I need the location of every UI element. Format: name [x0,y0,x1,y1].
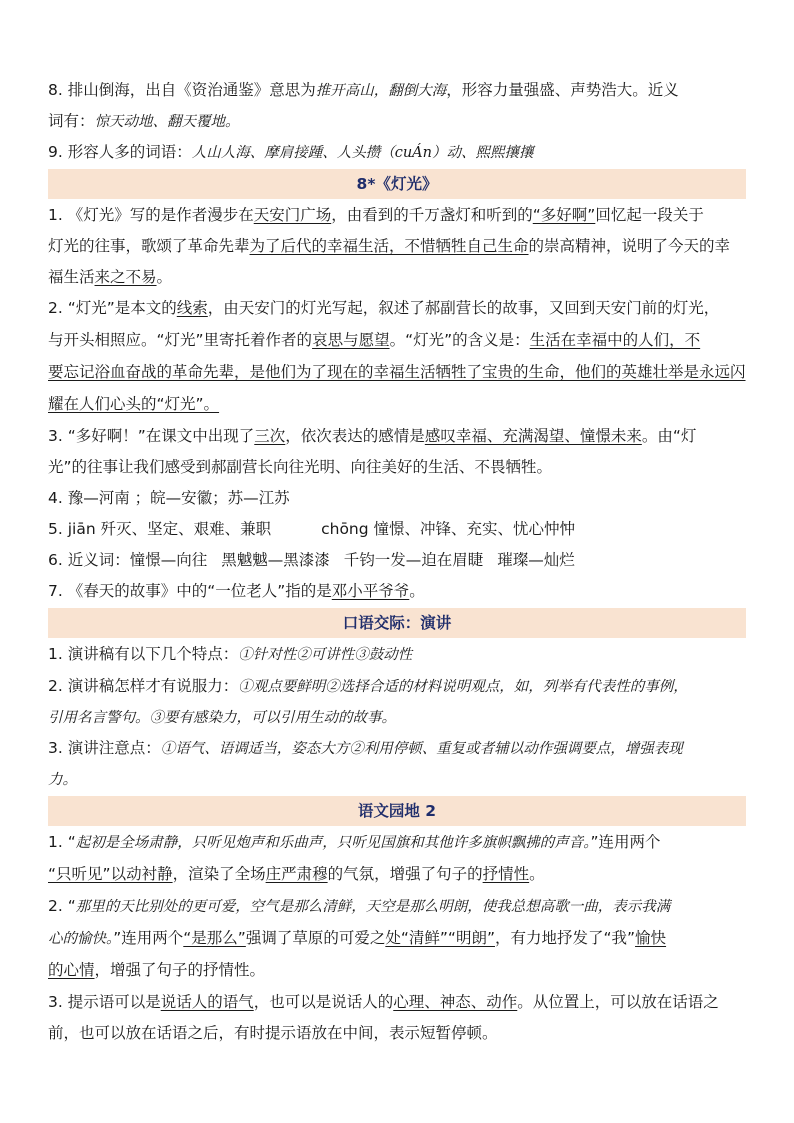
lesson8-p2-line-2 [48,329,746,351]
garden-p1-line-1 [48,831,746,854]
underlined-text: 耀在人们心头的“灯光”。 [48,395,220,413]
text: 8. 排山倒海，出自《资治通鉴》意思为 [48,81,316,99]
garden-p2-line-1 [48,895,746,918]
text: 力。 [48,772,77,788]
lesson8-p2-line-4 [48,393,746,415]
lesson8-p3-line-1 [48,425,746,447]
garden-p2-line-2 [48,927,746,950]
text: ①观点要鲜明②选择合适的材料说明观点，如，列举有代表性的事例， [238,679,688,695]
text: 引用名言警句。③要有感染力，可以引用生动的故事。 [48,710,396,726]
text: 词有： [48,112,95,130]
item-8-line-1 [48,79,746,102]
text: 5. jiān 歼灭、坚定、艰难、兼职 [48,520,272,538]
text: 推开高山，翻倒大海 [315,83,447,99]
text: 7. 《春天的故事》中的“一位老人”指的是 [48,582,332,600]
text: ①语气、语调适当，姿态大方②利用停顿、重复或者辅以动作强调要点，增强表现 [160,741,683,757]
text: ，由看到的千万盏灯和听到的 [331,206,533,224]
text: 。 [529,865,545,883]
text: 璀璨—灿烂 [497,551,575,569]
text: 惊天动地、翻天覆地。 [94,114,240,130]
text: ，有力地抒发了“我” [494,929,636,947]
text: 心的愉快。 [48,931,114,947]
text: 的气氛，增强了句子的 [327,865,483,883]
underlined-text: “只听见” [48,865,111,883]
text: 6. 近义词：憧憬—向往 [48,551,208,569]
text: 那里的天比别处的更可爱，空气是那么清鲜，天空是那么明朗，使我总想高歌一曲，表示我满 [75,899,671,915]
lesson8-p4 [48,487,746,509]
speech-p2-line-1 [48,675,746,698]
underlined-text: 邓小平爷爷 [331,582,410,600]
garden-p3-line-2 [48,1022,746,1044]
text: ，形容力量强盛、声势浩大。近义 [446,81,679,99]
text: ，渲染了全场 [172,865,266,883]
garden-p3-line-1 [48,991,746,1013]
text: 回忆起一段关于 [595,206,704,224]
garden-p2-line-3 [48,959,746,981]
underlined-text: 庄严肃穆 [265,865,328,883]
section-header-garden-2: 语文园地 2 [48,796,746,826]
text: 3. 提示语可以是 [48,993,161,1011]
underlined-text: 要忘记浴血奋战的革命先辈，是他们为了现在的幸福生活牺牲了宝贵的生命，他们的英雄壮举是永远闪 [48,363,746,381]
text: ，由天安门的灯光写起，叙述了郝副营长的故事，又回到天安门前的灯光， [207,299,720,317]
lesson8-p1-line-3 [48,266,746,288]
text: ，也可以是说话人的 [253,993,394,1011]
underlined-text: 处“清鲜”“明朗” [385,929,495,947]
garden-p1-line-2 [48,863,746,885]
lesson8-p3-line-2 [48,456,746,478]
underlined-text: 天安门广场 [253,206,332,224]
text: 人山人海、摩肩接踵、人头攒（cuÁn）动、熙熙攘攘 [191,145,534,161]
text: 。“灯光”的含义是： [389,331,530,349]
underlined-text: “多好啊” [532,206,596,224]
section-header-lesson-8: 8*《灯光》 [48,169,746,199]
underlined-text: 来之不易 [94,268,157,286]
speech-p1 [48,643,746,666]
text: 强调了草原的可爱之 [245,929,386,947]
lesson8-p2-line-3 [48,361,746,383]
text: ，依次表达的感情是 [285,427,425,445]
speech-p3-line-1 [48,737,746,760]
text: 4. 豫—河南 ；皖—安徽；苏—江苏 [48,489,290,507]
text: 的崇高精神，说明了今天的幸 [528,237,731,255]
text: 与开头相照应。“灯光”里寄托着作者的 [48,331,313,349]
text: 9. 形容人多的词语： [48,143,192,161]
text: 。 [409,582,425,600]
text: 光”的往事让我们感受到郝副营长向往光明、向往美好的生活、不畏牺牲。 [48,458,553,476]
text: 1. 演讲稿有以下几个特点： [48,645,239,663]
underlined-text: 心理、神态、动作 [393,993,518,1011]
underlined-text: “是那么” [183,929,246,947]
text: 。由“灯 [641,427,697,445]
lesson8-p1-line-2 [48,235,746,257]
lesson8-p5 [48,518,746,540]
lesson8-p7 [48,580,746,602]
underlined-text: 哀思与愿望 [312,331,390,349]
text: 前，也可以放在话语之后，有时提示语放在中间，表示短暂停顿。 [48,1024,498,1042]
text: ，增强了句子的抒情性。 [94,961,266,979]
text: ①针对性②可讲性③鼓动性 [238,647,413,663]
underlined-text: 的心情 [48,961,95,979]
text: 黑魆魆—黑漆漆 [221,551,330,569]
item-9-line [48,141,746,164]
text: ”连用两个 [113,929,184,947]
underlined-text: 生活在幸福中的人们，不 [529,331,701,349]
underlined-text: 线索 [176,299,208,317]
text: 千钧一发—迫在眉睫 [343,551,484,569]
text: 。从位置上，可以放在话语之 [517,993,719,1011]
lesson8-p1-line-1 [48,204,746,226]
underlined-text: 愉快 [635,929,667,947]
text: 3. 演讲注意点： [48,739,161,757]
text: 灯光的往事，歌颂了革命先辈 [48,237,250,255]
underlined-text: 感叹幸福、充满渴望、憧憬未来 [424,427,642,445]
underlined-text: 三次 [254,427,286,445]
underlined-text: 为了后代的幸福生活，不惜牺牲自己生命 [249,237,529,255]
text: 1. 《灯光》写的是作者漫步在 [48,206,254,224]
text: 2. 演讲稿怎样才有说服力： [48,677,239,695]
lesson8-p2-line-1 [48,297,746,319]
text: 起初是全场肃静，只听见炮声和乐曲声，只听见国旗和其他许多旗帜飘拂的声音。 [75,835,591,851]
lesson8-p6 [48,549,746,571]
text: 1. “ [48,833,76,851]
text: 3. “多好啊！”在课文中出现了 [48,427,255,445]
section-header-speech: 口语交际：演讲 [48,608,746,638]
text: chōng 憧憬、冲锋、充实、忧心忡忡 [321,520,576,538]
item-8-line-2 [48,110,746,133]
text: ”连用两个 [590,833,661,851]
text: 2. “ [48,897,76,915]
text: 。 [156,268,173,286]
text: 2. “灯光”是本文的 [48,299,177,317]
text: 福生活 [48,268,95,286]
speech-p2-line-2 [48,706,746,729]
speech-p3-line-2 [48,768,746,791]
underlined-text: 说话人的语气 [160,993,254,1011]
underlined-text: 抒情性 [482,865,530,883]
underlined-text: 以动衬静 [110,865,173,883]
